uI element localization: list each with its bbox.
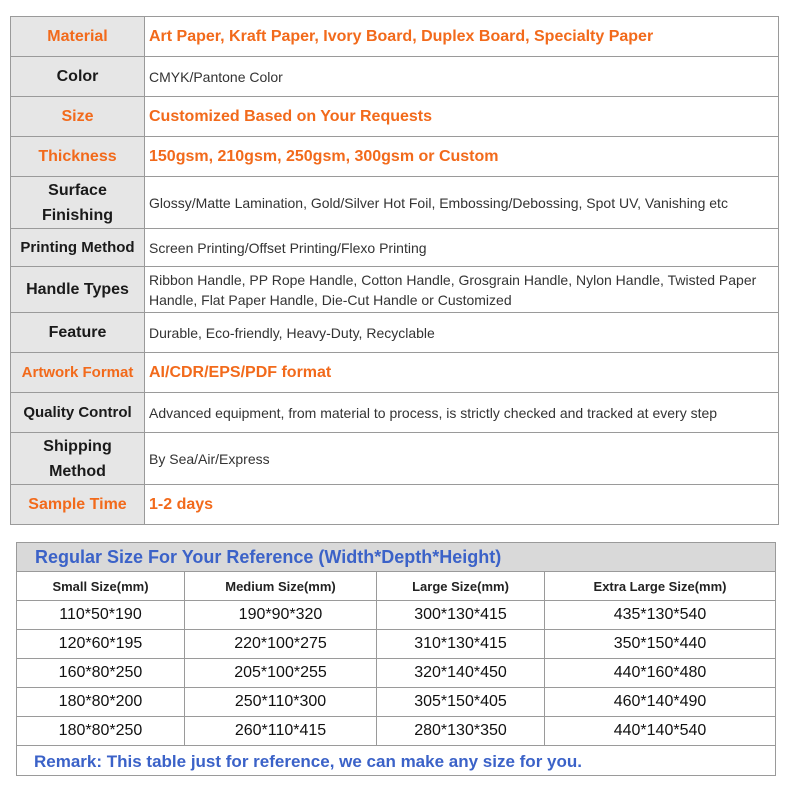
size-table-title: Regular Size For Your Reference (Width*Depth*Height) — [17, 543, 775, 572]
spec-table — [10, 16, 779, 525]
spec-value: Advanced equipment, from material to process, is strictly checked and tracked at every step — [149, 404, 718, 421]
size-cell: 205*100*255 — [185, 659, 377, 688]
size-cell: 220*100*275 — [185, 630, 377, 659]
size-cell: 310*130*415 — [377, 630, 545, 659]
spec-row-handle-types — [11, 267, 779, 313]
spec-key: Size — [11, 97, 145, 137]
size-cell: 190*90*320 — [185, 601, 377, 630]
spec-value: 1-2 days — [145, 485, 779, 525]
column-header: Large Size(mm) — [377, 572, 545, 601]
spec-value: Ribbon Handle, PP Rope Handle, Cotton Handle, Grosgrain Handle, Nylon Handle, Twisted Paper Handle, Flat Paper Handle, Die-Cut Handle or Customized — [145, 267, 779, 313]
spec-value: Glossy/Matte Lamination, Gold/Silver Hot Foil, Embossing/Debossing, Spot UV, Vanishing etc — [149, 194, 728, 211]
spec-key: Sample Time — [11, 485, 145, 525]
size-reference-table — [16, 542, 776, 776]
table-row — [17, 717, 775, 746]
spec-row-color — [11, 57, 779, 97]
size-table-remark: Remark: This table just for reference, we can make any size for you. — [34, 752, 582, 771]
spec-key: Surface Finishing — [11, 177, 145, 229]
size-cell: 120*60*195 — [17, 630, 185, 659]
size-cell: 440*140*540 — [545, 717, 776, 746]
size-cell: 320*140*450 — [377, 659, 545, 688]
spec-row-feature — [11, 313, 779, 353]
size-cell: 460*140*490 — [545, 688, 776, 717]
spec-value: By Sea/Air/Express — [145, 433, 779, 485]
column-header: Extra Large Size(mm) — [545, 572, 776, 601]
spec-key: Feature — [11, 313, 145, 353]
spec-row-surface-finishing — [11, 177, 779, 229]
spec-value: Art Paper, Kraft Paper, Ivory Board, Duplex Board, Specialty Paper — [145, 17, 779, 57]
spec-key: Handle Types — [11, 267, 145, 313]
spec-value: Customized Based on Your Requests — [145, 97, 779, 137]
spec-key: Shipping Method — [11, 433, 145, 485]
size-cell: 180*80*250 — [17, 717, 185, 746]
table-row — [17, 688, 775, 717]
size-cell: 305*150*405 — [377, 688, 545, 717]
size-cell: 250*110*300 — [185, 688, 377, 717]
column-header: Medium Size(mm) — [185, 572, 377, 601]
column-header: Small Size(mm) — [17, 572, 185, 601]
table-row — [17, 630, 775, 659]
spec-key: Material — [11, 17, 145, 57]
spec-row-sample-time — [11, 485, 779, 525]
spec-key: Artwork Format — [11, 353, 145, 393]
size-header-row — [17, 572, 775, 601]
size-cell: 180*80*200 — [17, 688, 185, 717]
size-grid — [17, 572, 775, 746]
spec-value: 150gsm, 210gsm, 250gsm, 300gsm or Custom — [145, 137, 779, 177]
size-cell: 280*130*350 — [377, 717, 545, 746]
spec-row-thickness — [11, 137, 779, 177]
spec-row-shipping-method — [11, 433, 779, 485]
spec-key: Color — [11, 57, 145, 97]
spec-key: Quality Control — [11, 393, 145, 433]
size-cell: 300*130*415 — [377, 601, 545, 630]
size-cell: 440*160*480 — [545, 659, 776, 688]
spec-row-quality-control — [11, 393, 779, 433]
size-cell: 160*80*250 — [17, 659, 185, 688]
spec-key: Thickness — [11, 137, 145, 177]
spec-value: Durable, Eco-friendly, Heavy-Duty, Recyclable — [145, 313, 779, 353]
size-cell: 435*130*540 — [545, 601, 776, 630]
spec-value: Screen Printing/Offset Printing/Flexo Printing — [145, 229, 779, 267]
spec-row-artwork-format — [11, 353, 779, 393]
table-row — [17, 659, 775, 688]
size-cell: 260*110*415 — [185, 717, 377, 746]
table-row — [17, 601, 775, 630]
spec-row-material — [11, 17, 779, 57]
size-cell: 350*150*440 — [545, 630, 776, 659]
spec-row-size — [11, 97, 779, 137]
spec-value: CMYK/Pantone Color — [145, 57, 779, 97]
spec-key: Printing Method — [11, 229, 145, 267]
spec-row-printing-method — [11, 229, 779, 267]
size-cell: 110*50*190 — [17, 601, 185, 630]
spec-value: AI/CDR/EPS/PDF format — [145, 353, 779, 393]
